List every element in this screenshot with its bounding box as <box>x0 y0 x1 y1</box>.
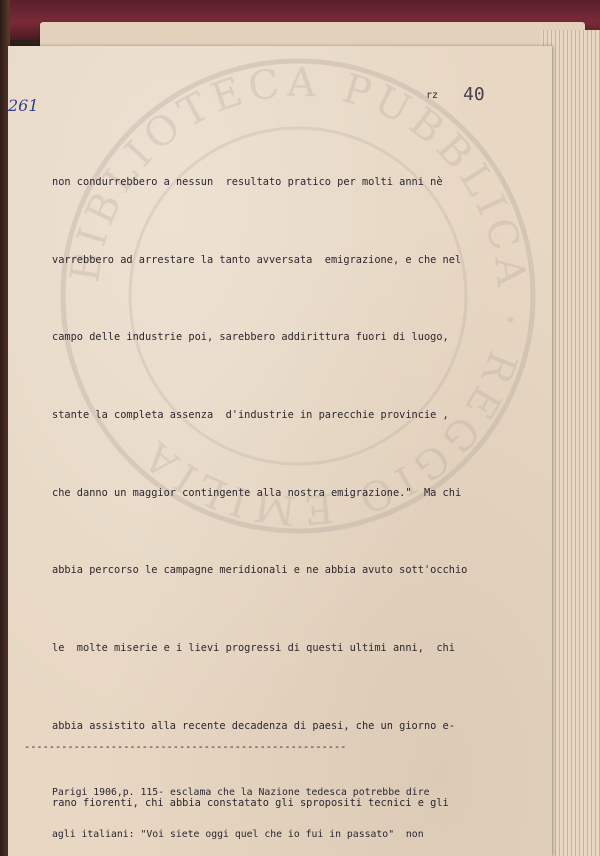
footnote-line: Parigi 1906,p. 115- esclama che la Nazione tedesca potrebbe dire <box>52 786 430 798</box>
text-line: non condurrebbero a nessun resultato pratico per molti anni nè <box>52 175 443 188</box>
footnote-line: agli italiani: "Voi siete oggi quel che io fui in passato" non <box>52 828 424 840</box>
page-number-prefix: rz <box>426 90 439 101</box>
text-line: abbia percorso le campagne meridionali e ne abbia avuto sott'occhio <box>52 564 468 577</box>
footnote-separator: ---------------------------------------------------- <box>24 741 347 753</box>
text-line: stante la completa assenza d'industrie in parecchie provincie , <box>52 408 449 421</box>
handwritten-margin-note: 261 <box>8 96 39 115</box>
text-line: varrebbero ad arrestare la tanto avversata emigrazione, e che nel <box>52 253 462 266</box>
text-line: che danno un maggior contingente alla nostra emigrazione." Ma chi <box>52 486 462 499</box>
text-line: le molte miserie e i lievi progressi di questi ultimi anni, chi <box>52 642 455 655</box>
text-line: abbia assistito alla recente decadenza di paesi, che un giorno e- <box>52 719 455 732</box>
typed-page <box>8 46 552 856</box>
text-line: rano fiorenti, chi abbia constatato gli spropositi tecnici e gli <box>52 797 449 810</box>
footnote <box>52 758 542 856</box>
page-number: 40 <box>463 84 485 105</box>
stamp-text: BIBLIOTECA PUBBLICA · REGGIO EMILIA <box>62 59 535 534</box>
text-line: campo delle industrie poi, sarebbero addirittura fuori di luogo, <box>52 331 449 344</box>
